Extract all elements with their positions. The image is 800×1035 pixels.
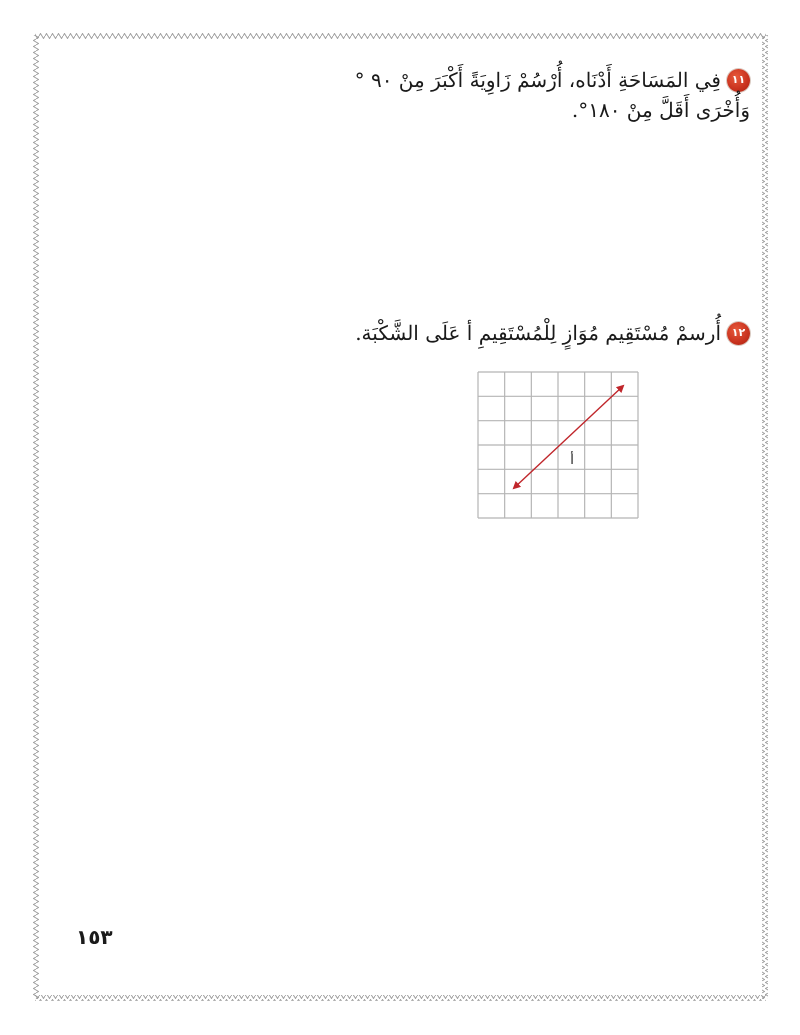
question-11 xyxy=(330,65,750,125)
question-12 xyxy=(330,318,750,348)
line-a-label: أ xyxy=(570,453,574,468)
question-11-line-2: وَأُخْرَى أَقَلَّ مِنْ ١٨٠°. xyxy=(571,98,750,122)
page-frame xyxy=(33,33,768,1001)
question-11-line-1 xyxy=(330,65,750,95)
grid-figure xyxy=(477,371,639,519)
question-11-text-1: فِي المَسَاحَةِ أَدْنَاه، أُرْسُمْ زَاوِيَةً أَكْبَرَ مِنْ ٩٠ ° xyxy=(354,68,721,92)
question-number-badge: ١١ xyxy=(727,69,750,92)
line-a xyxy=(514,386,623,488)
dot-grid[interactable] xyxy=(477,371,639,519)
question-12-text-1: أُرسمْ مُسْتَقِيم مُوَازٍ لِلْمُسْتَقِيمِ أ عَلَى الشَّكْبَة. xyxy=(355,321,721,345)
question-number-badge: ١٢ xyxy=(727,322,750,345)
decorative-border xyxy=(33,33,768,1001)
question-12-line-1 xyxy=(330,318,750,348)
page-number: ١٥٣ xyxy=(76,925,113,949)
